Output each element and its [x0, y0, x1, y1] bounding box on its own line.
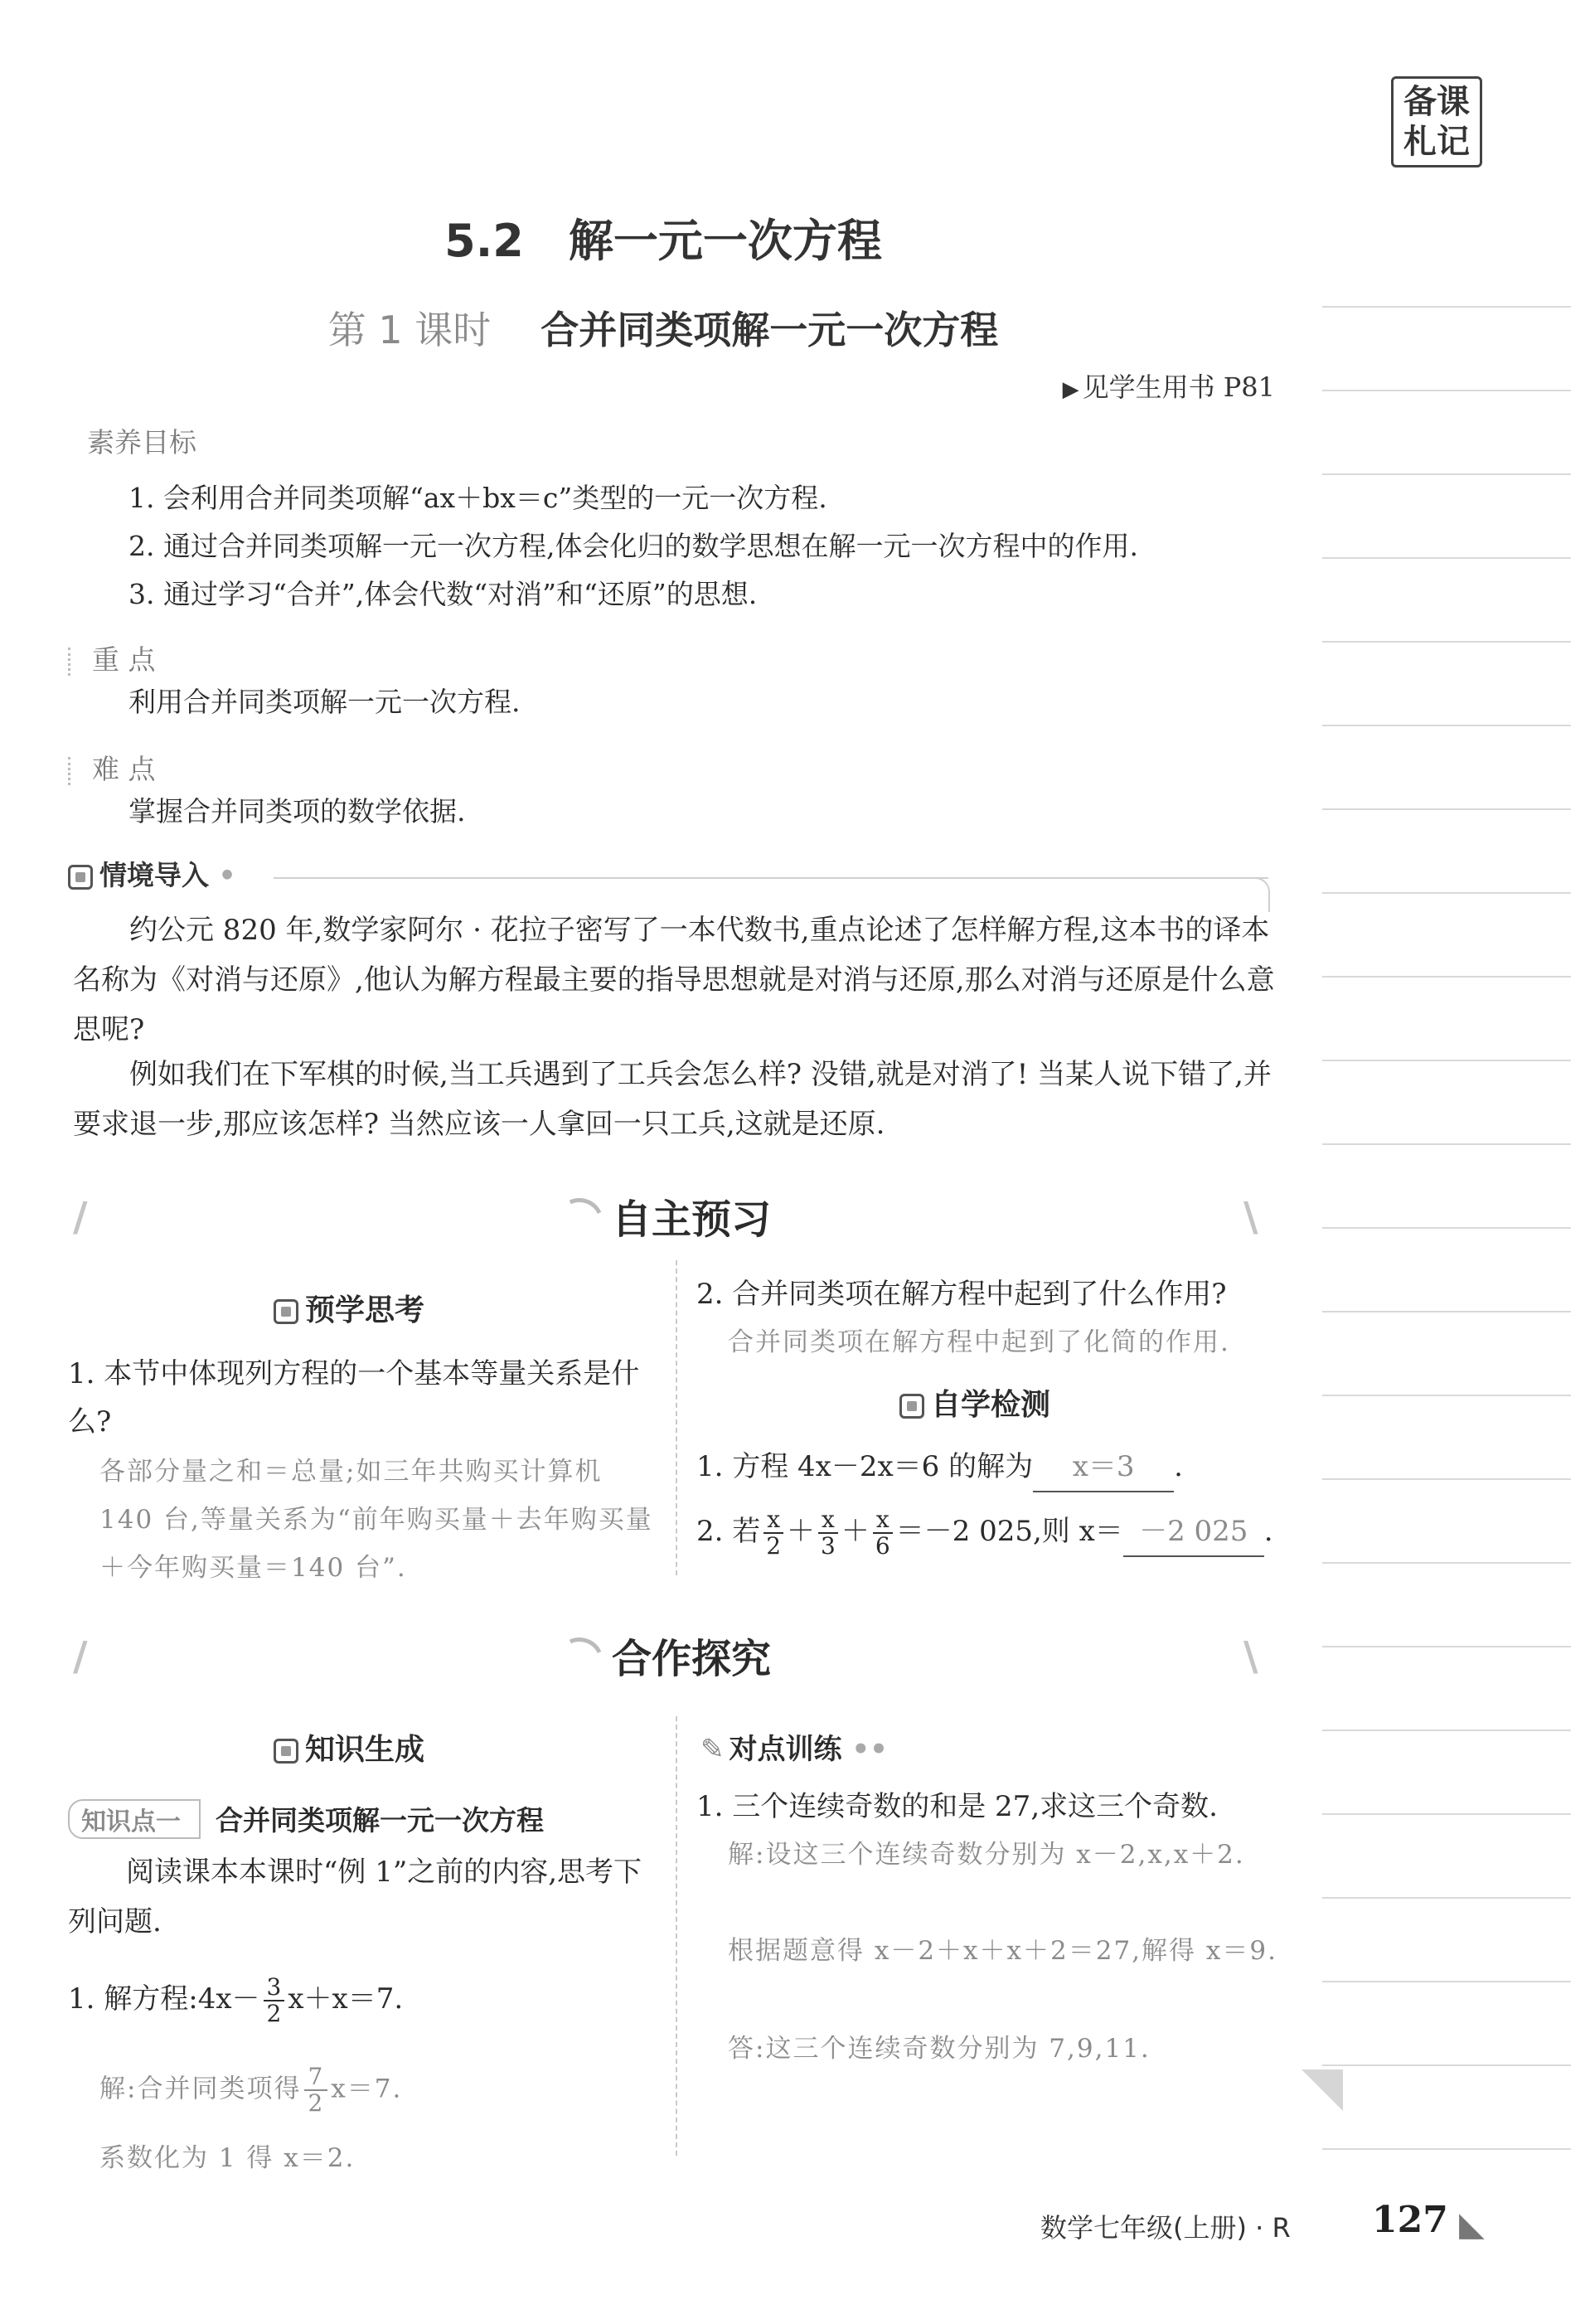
intro-divider	[274, 877, 1268, 879]
example-1-solution-2: 系数化为 1 得 x＝2.	[99, 2143, 356, 2173]
example-1: 1. 解方程:4x－ $\frac{3}{2}$ x＋x＝7.	[68, 1973, 404, 2027]
intro-heading: 情境导入 •	[68, 854, 236, 893]
goal-2: 2. 通过合并同类项解一元一次方程,体会化归的数学思想在解一元一次方程中的作用.	[128, 530, 1138, 562]
section-left-slash: /	[73, 1194, 88, 1240]
section-right-slash: \	[1243, 1633, 1258, 1680]
preview-question-1: 1. 本节中体现列方程的一个基本等量关系是什么?	[68, 1357, 640, 1439]
preview-question-2: 2. 合并同类项在解方程中起到了什么作用?	[696, 1278, 1227, 1311]
column-divider-2	[676, 1716, 677, 2156]
page-title: 5.2 解一元一次方程	[444, 215, 882, 267]
page-number: 127	[1372, 2199, 1448, 2241]
play-triangle-icon: ▶	[1062, 377, 1079, 402]
badge-line-1: 备课	[1403, 83, 1470, 121]
decorative-corner	[1302, 2069, 1343, 2111]
goal-3: 3. 通过学习“合并”,体会代数“对消”和“还原”的思想.	[128, 578, 758, 610]
practice-answer-2: 根据题意得 x－2＋x＋x＋2＝27,解得 x＝9.	[728, 1936, 1277, 1966]
reading-instruction: 阅读课本本课时“例 1”之前的内容,思考下列问题.	[68, 1856, 642, 1938]
dotted-bar-icon	[68, 648, 75, 676]
section-cooperative-explore: 合作探究	[0, 1627, 1326, 1686]
reference-text: 见学生用书 P81	[1082, 371, 1275, 403]
example-1-solution: 解:合并同类项得 $\frac{7}{2}$ x＝7.	[99, 2063, 403, 2117]
section-self-preview: 自主预习	[0, 1187, 1326, 1246]
goal-1: 1. 会利用合并同类项解“ax＋bx＝c”类型的一元一次方程.	[128, 482, 827, 514]
practice-answer-1: 解:设这三个连续奇数分别为 x－2,x,x＋2.	[728, 1840, 1245, 1870]
practice-answer-3: 答:这三个连续奇数分别为 7,9,11.	[728, 2034, 1151, 2064]
fraction-7-over-2: $\frac{7}{2}$	[304, 2064, 327, 2116]
knowledge-point-tag: 知识点一	[68, 1799, 201, 1839]
preview-answer-2: 合并同类项在解方程中起到了化简的作用.	[728, 1327, 1230, 1357]
fraction-x-over-6: $\frac{x}{6}$	[873, 1507, 893, 1559]
difficulty-text: 掌握合并同类项的数学依据.	[128, 795, 466, 827]
student-book-reference	[1063, 366, 1275, 405]
section-right-slash: \	[1243, 1194, 1258, 1240]
preview-answer-1: 各部分量之和＝总量;如三年共购买计算机 140 台,等量关系为“前年购买量＋去年购买量＋今年购买量＝140 台”.	[99, 1457, 653, 1583]
answer-blank-2: －2 025	[1123, 1507, 1264, 1557]
notes-badge	[1391, 76, 1482, 167]
practice-heading: ✎ 对点训练 ••	[700, 1733, 888, 1766]
practice-question-1: 1. 三个连续奇数的和是 27,求这三个奇数.	[696, 1790, 1218, 1823]
preview-heading: 预学思考	[274, 1287, 424, 1329]
self-check-1: 1. 方程 4x－2x＝6 的解为 x＝3 .	[696, 1443, 1183, 1492]
self-check-2: 2. 若 $\frac{x}{2}$ ＋ $\frac{x}{3}$ ＋ $\frac{x}{6}$ ＝－2 025,则 x＝ －2 025 .	[696, 1506, 1273, 1560]
key-point-text: 利用合并同类项解一元一次方程.	[128, 686, 521, 718]
intro-icon	[68, 865, 93, 890]
fraction-x-over-3: $\frac{x}{3}$	[818, 1507, 838, 1559]
difficulty-label: 难 点	[68, 748, 156, 787]
dotted-bar-icon	[68, 757, 75, 785]
intro-paragraph-2: 例如我们在下军棋的时候,当工兵遇到了工兵会怎么样? 没错,就是对消了! 当某人说下错了,并要求退一步,那应该怎样? 当然应该一人拿回一只工兵,这就是还原.	[73, 1058, 1272, 1141]
preview-icon	[274, 1299, 298, 1324]
self-check-icon	[899, 1394, 924, 1419]
knowledge-point	[68, 1799, 544, 1839]
knowledge-point-title: 合并同类项解一元一次方程	[216, 1804, 544, 1836]
knowledge-icon	[274, 1739, 298, 1764]
key-point-label: 重 点	[68, 638, 156, 677]
intro-paragraph-1: 约公元 820 年,数学家阿尔 · 花拉子密写了一本代数书,重点论述了怎样解方程,这本书的译本名称为《对消与还原》,他认为解方程最主要的指导思想就是对消与还原,那么对消与还原是什么意思呢?	[73, 914, 1275, 1046]
arc-icon	[549, 1631, 610, 1692]
self-check-heading: 自学检测	[899, 1381, 1050, 1424]
section-left-slash: /	[73, 1633, 88, 1680]
pencil-icon: ✎	[700, 1733, 725, 1766]
column-divider-1	[676, 1260, 677, 1575]
lesson-title: 合并同类项解一元一次方程	[541, 308, 999, 352]
arc-icon	[549, 1191, 610, 1253]
book-footer: 数学七年级(上册) · R	[1040, 2212, 1291, 2244]
margin-note-lines	[1322, 224, 1571, 2197]
corner-arrow-icon: ◣	[1459, 2205, 1485, 2244]
answer-blank-1: x＝3	[1033, 1443, 1174, 1492]
knowledge-heading: 知识生成	[274, 1726, 424, 1768]
lesson-heading	[0, 300, 1326, 355]
goals-label: 素养目标	[87, 426, 196, 458]
badge-line-2: 札记	[1403, 123, 1470, 161]
lesson-label: 第 1 课时	[327, 308, 492, 352]
fraction-3-over-2: $\frac{3}{2}$	[264, 1975, 285, 2026]
fraction-x-over-2: $\frac{x}{2}$	[763, 1507, 783, 1559]
